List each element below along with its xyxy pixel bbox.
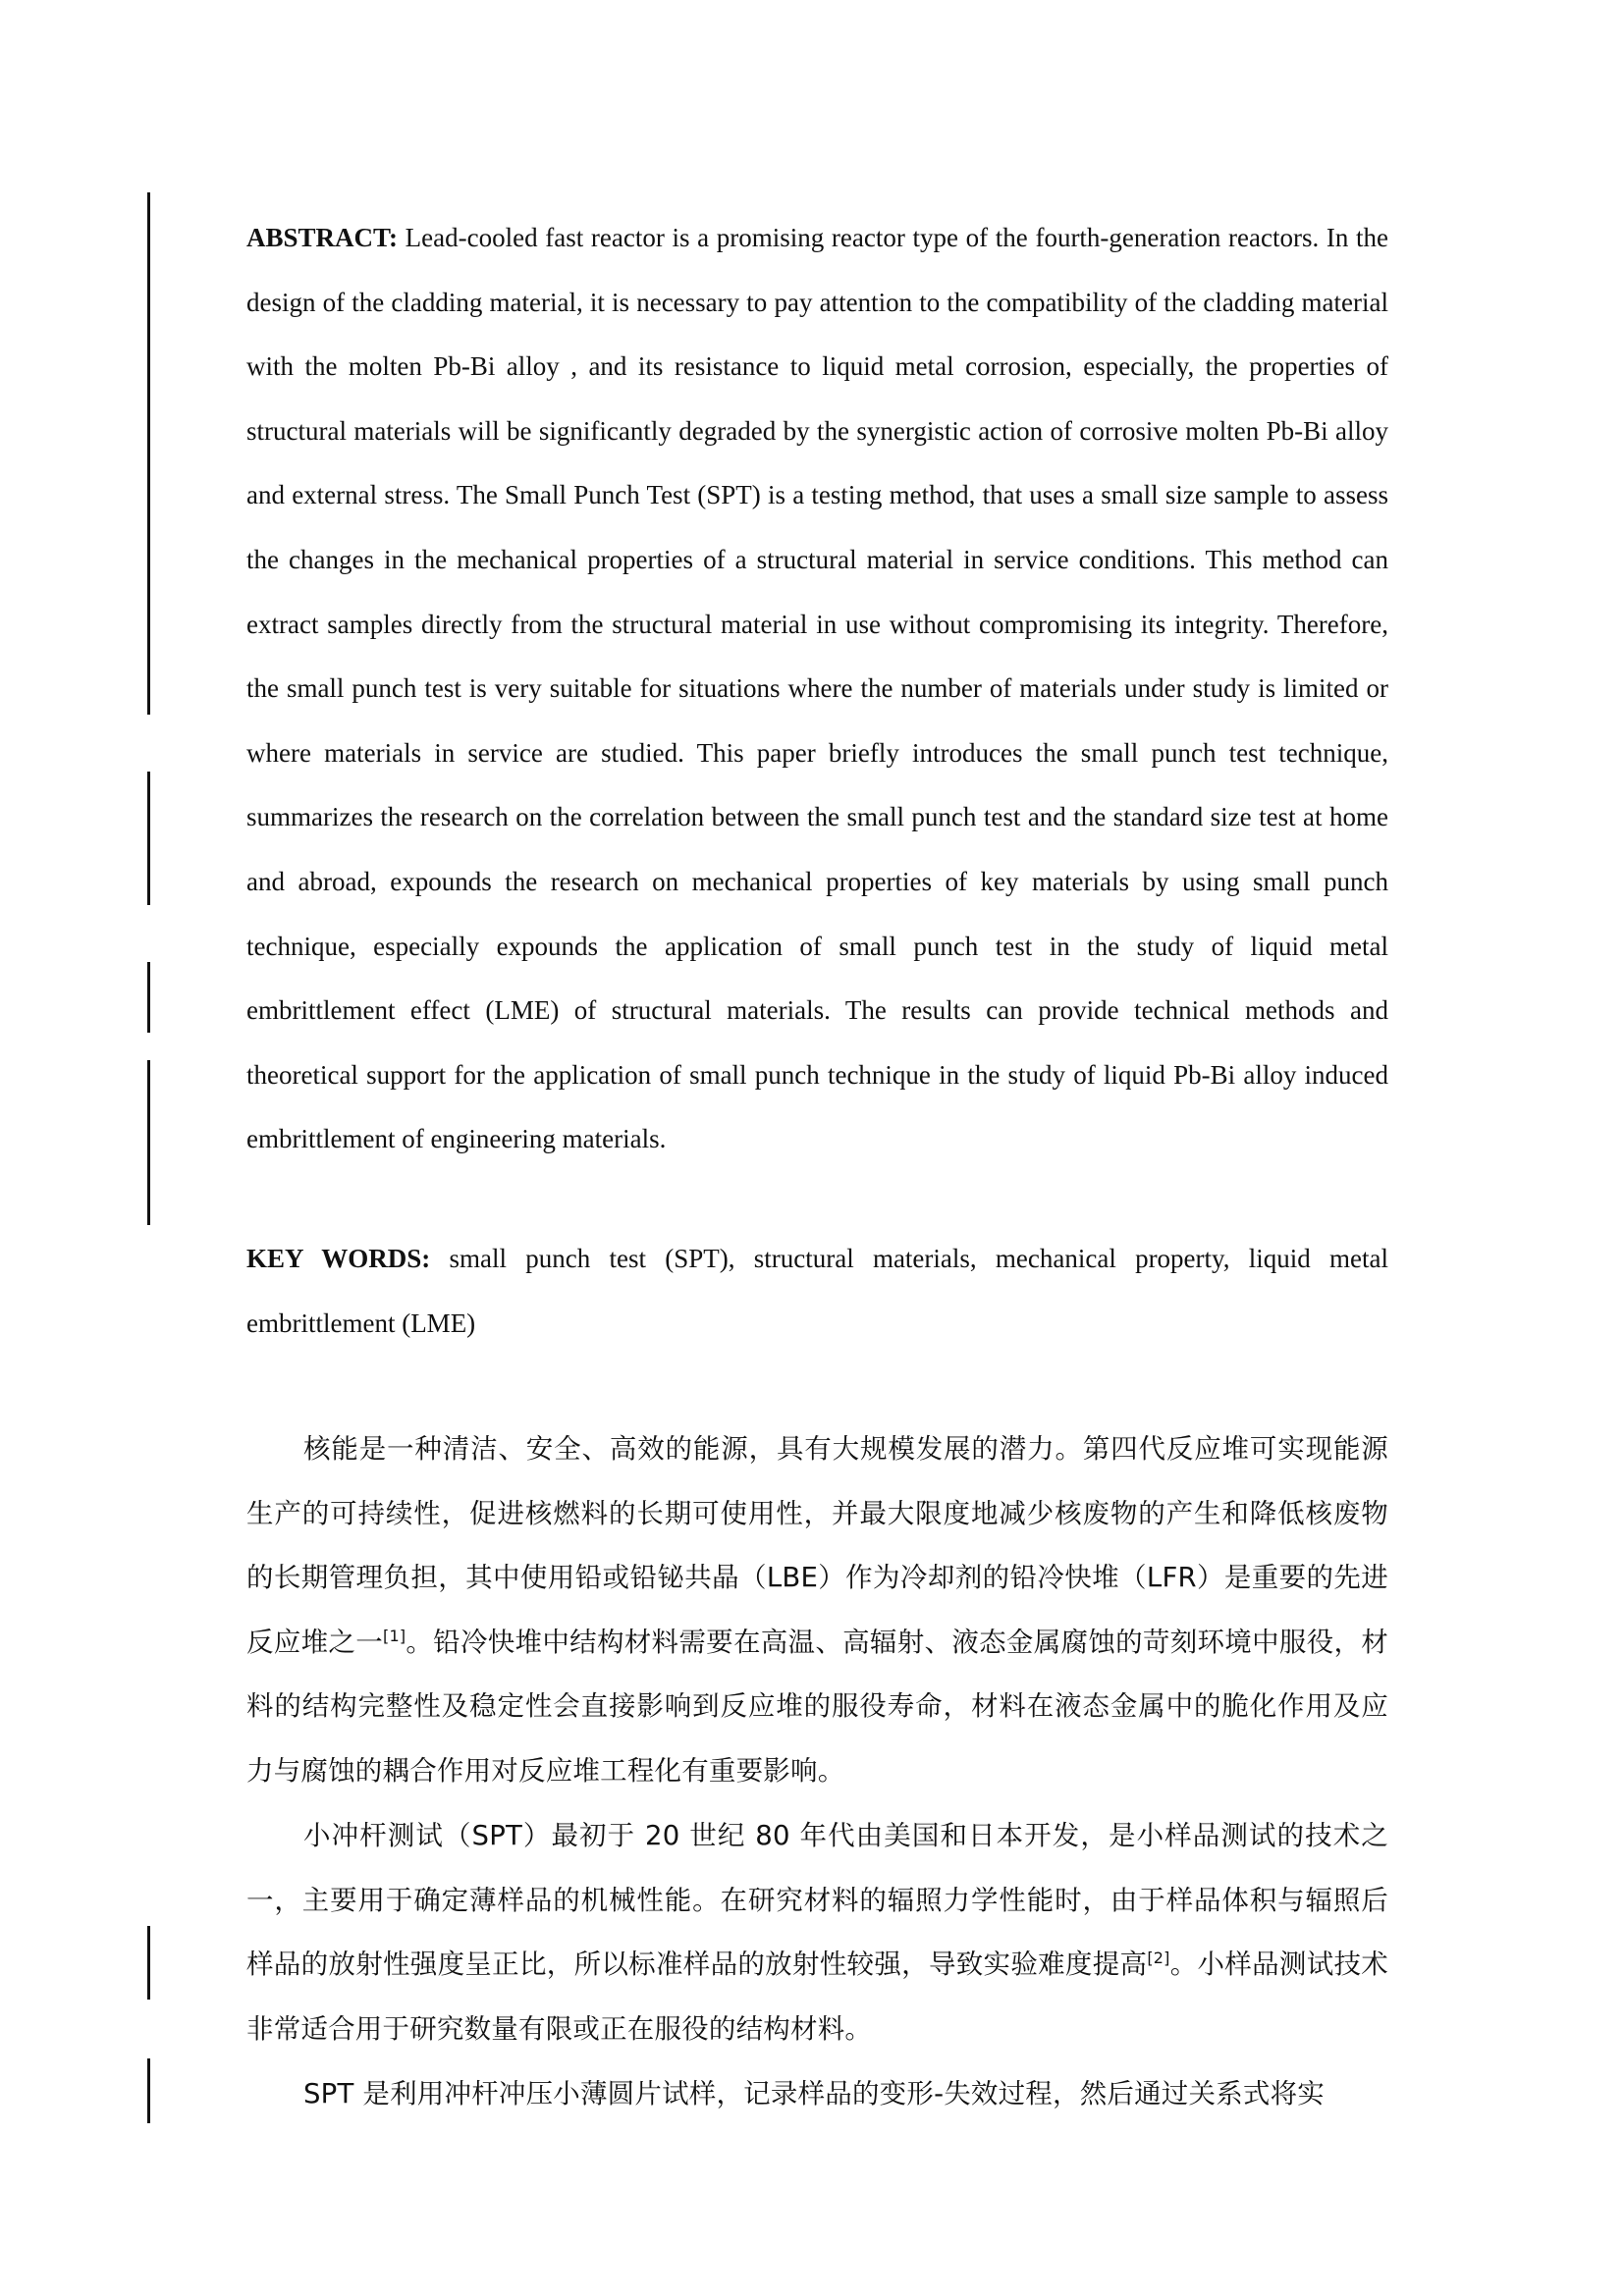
body-paragraph-3 [246, 2062, 1388, 2127]
abstract-text: Lead-cooled fast reactor is a promising reactor type of the fourth-generation reactors. In the design of the cladding material, it is necessary to pay attention to the compatibility of the cladding material with the molten Pb-Bi alloy , and its resistance to liquid metal corrosion, especially, the properties of structural materials will be significantly degraded by the synergistic action of corrosive molten Pb-Bi alloy and external stress. The Small Punch Test (SPT) is a testing method, that uses a small size sample to assess the changes in the mechanical properties of a structural material in service conditions. This method can extract samples directly from the structural material in use without compromising its integrity. Therefore, the small punch test is very suitable for situations where the number of materials under study is limited or where materials in service are studied. This paper briefly introduces the small punch test technique, summarizes the research on the correlation between the small punch test and the standard size test at home and abroad, expounds the research on mechanical properties of key materials by using small punch technique, especially expounds the application of small punch test in the study of liquid metal embrittlement effect (LME) of structural materials. The results can provide technical methods and theoretical support for the application of small punch technique in the study of liquid Pb-Bi alloy induced embrittlement of engineering materials. [246, 223, 1388, 1154]
revision-bar-4 [147, 1060, 150, 1225]
citation-1: [1] [383, 1626, 406, 1645]
revision-bar-2 [147, 772, 150, 905]
revision-bar-1 [147, 192, 150, 715]
revision-bar-6 [147, 2058, 150, 2123]
keywords-paragraph [246, 1227, 1388, 1356]
revision-bar-3 [147, 962, 150, 1033]
keywords-text: small punch test (SPT), structural materials, mechanical property, liquid metal embrittlement (LME) [246, 1244, 1389, 1338]
body-paragraph-3-text: SPT 是利用冲杆冲压小薄圆片试样，记录样品的变形-失效过程，然后通过关系式将实 [303, 2078, 1325, 2109]
abstract-paragraph [246, 206, 1388, 1172]
body-paragraph-1 [246, 1417, 1388, 1804]
body-paragraph-1-text-a: 核能是一种清洁、安全、高效的能源，具有大规模发展的潜力。第四代反应堆可实现能源生产的可持续性，促进核燃料的长期可使用性，并最大限度地减少核废物的产生和降低核废物的长期管理负担，其中使用铅或铅铋共晶（LBE）作为冷却剂的铅冷快堆（LFR）是重要的先进反应堆之一 [246, 1433, 1388, 1658]
citation-2: [2] [1147, 1949, 1170, 1968]
body-paragraph-2-text-b: 。小样品测试技术非常适合用于研究数量有限或正在服役的结构材料。 [246, 1949, 1388, 2045]
keywords-label: KEY WORDS: [246, 1244, 431, 1273]
body-paragraph-1-text-b: 。铅冷快堆中结构材料需要在高温、高辐射、液态金属腐蚀的苛刻环境中服役，材料的结构完整性及稳定性会直接影响到反应堆的服役寿命，材料在液态金属中的脆化作用及应力与腐蚀的耦合作用对反应堆工程化有重要影响。 [246, 1626, 1389, 1787]
body-paragraph-2 [246, 1804, 1388, 2061]
abstract-label: ABSTRACT: [246, 223, 399, 252]
body-paragraph-2-text-a: 小冲杆测试（SPT）最初于 20 世纪 80 年代由美国和日本开发，是小样品测试的技术之一，主要用于确定薄样品的机械性能。在研究材料的辐照力学性能时，由于样品体积与辐照后样品的放射性强度呈正比，所以标准样品的放射性较强，导致实验难度提高 [246, 1820, 1388, 1981]
revision-bar-5 [147, 1926, 150, 2000]
